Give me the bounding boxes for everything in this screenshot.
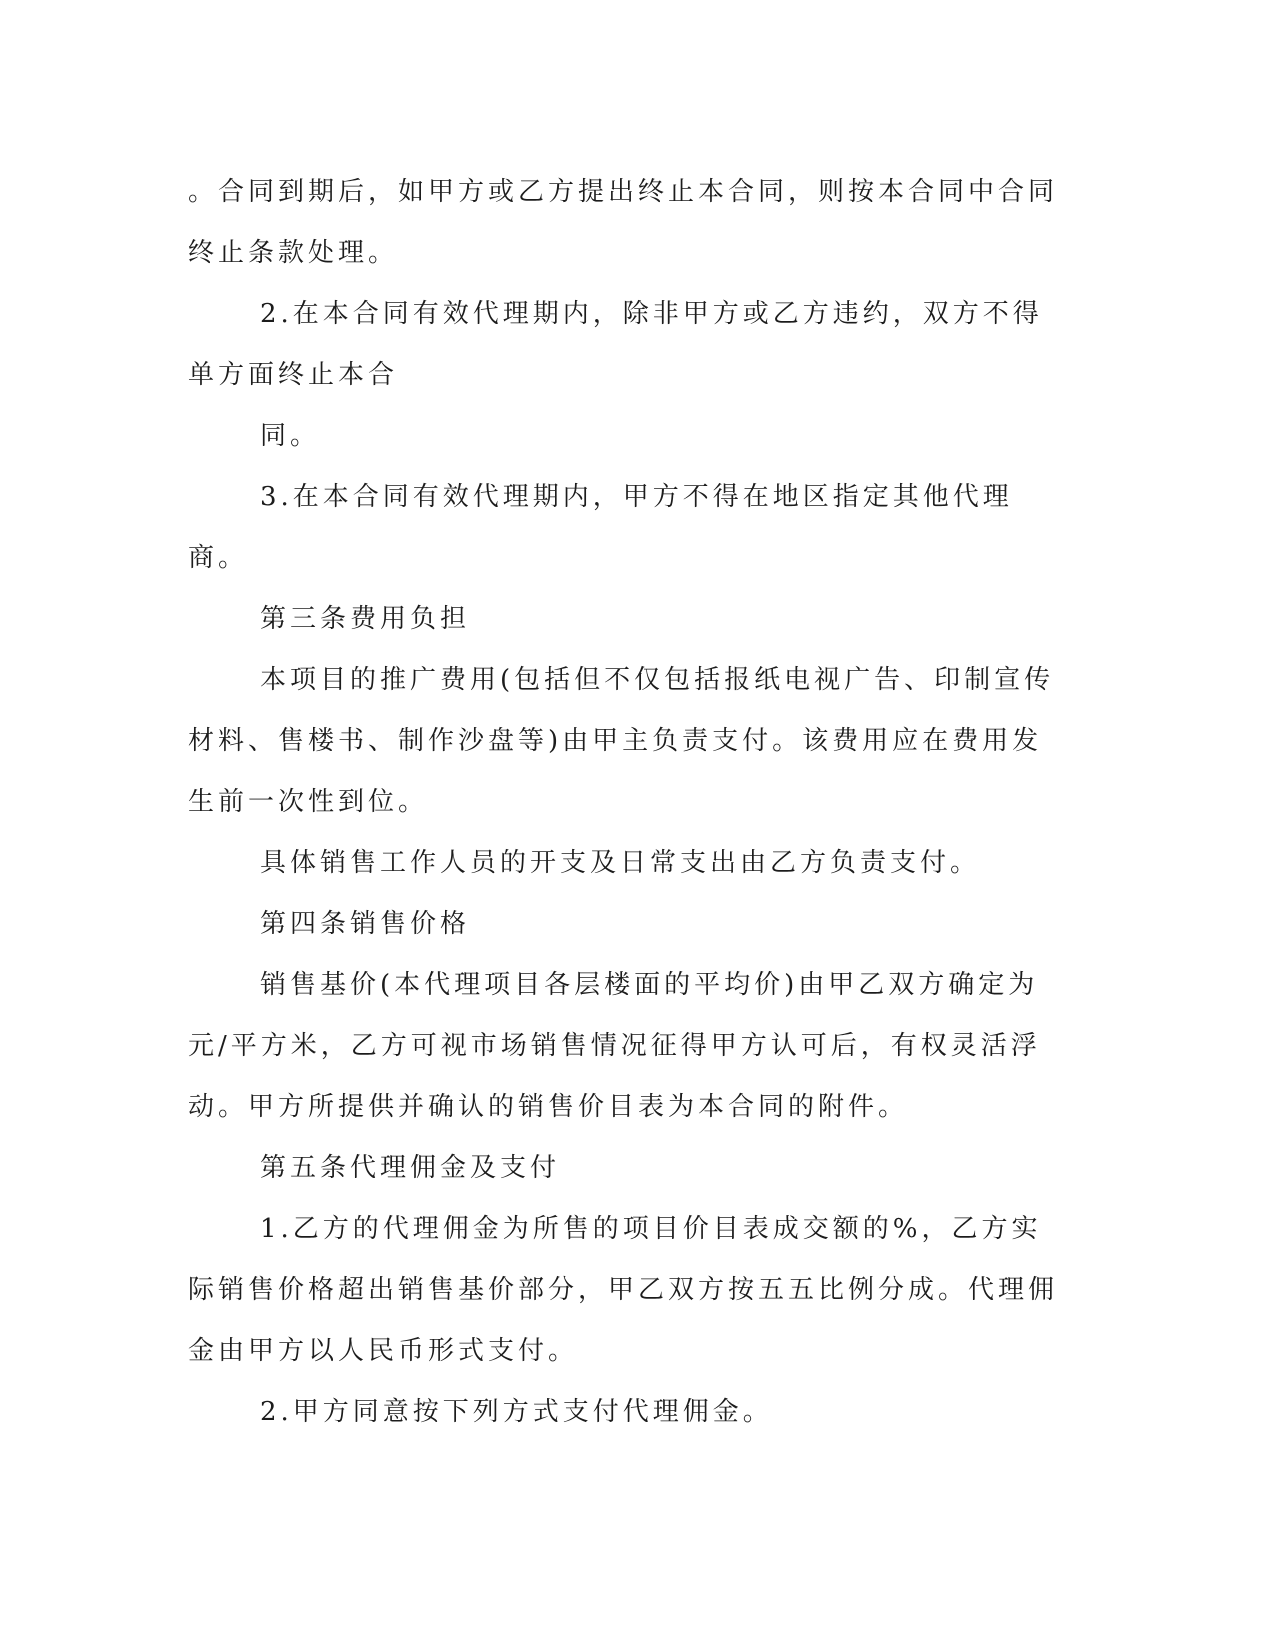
paragraph-staff-costs: 具体销售工作人员的开支及日常支出由乙方负责支付。 xyxy=(260,848,981,878)
paragraph-base-price: 销售基价(本代理项目各层楼面的平均价)由甲乙双方确定为元/平方米，乙方可视市场销售情况征得甲方认可后，有权灵活浮动。甲方所提供并确认的销售价目表为本合同的附件。 xyxy=(188,970,1041,1122)
paragraph-item-3: 3.在本合同有效代理期内，甲方不得在地区指定其他代理商。 xyxy=(188,482,1013,573)
section-heading-article-5: 第五条代理佣金及支付 xyxy=(260,1153,561,1183)
document-body xyxy=(188,162,1068,1443)
paragraph-item-2: 2.在本合同有效代理期内，除非甲方或乙方违约，双方不得单方面终止本合 xyxy=(188,299,1043,390)
paragraph-term-end: 。合同到期后，如甲方或乙方提出终止本合同，则按本合同中合同终止条款处理。 xyxy=(188,177,1059,268)
paragraph-commission-2: 2.甲方同意按下列方式支付代理佣金。 xyxy=(260,1397,773,1427)
section-heading-article-4: 第四条销售价格 xyxy=(260,909,471,939)
paragraph-promotion-costs: 本项目的推广费用(包括但不仅包括报纸电视广告、印制宣传材料、售楼书、制作沙盘等)由甲主负责支付。该费用应在费用发生前一次性到位。 xyxy=(188,665,1055,817)
paragraph-item-2-continued: 同。 xyxy=(260,421,321,451)
section-heading-article-3: 第三条费用负担 xyxy=(260,604,471,634)
paragraph-commission-1: 1.乙方的代理佣金为所售的项目价目表成交额的%，乙方实际销售价格超出销售基价部分，甲乙双方按五五比例分成。代理佣金由甲方以人民币形式支付。 xyxy=(188,1214,1059,1366)
